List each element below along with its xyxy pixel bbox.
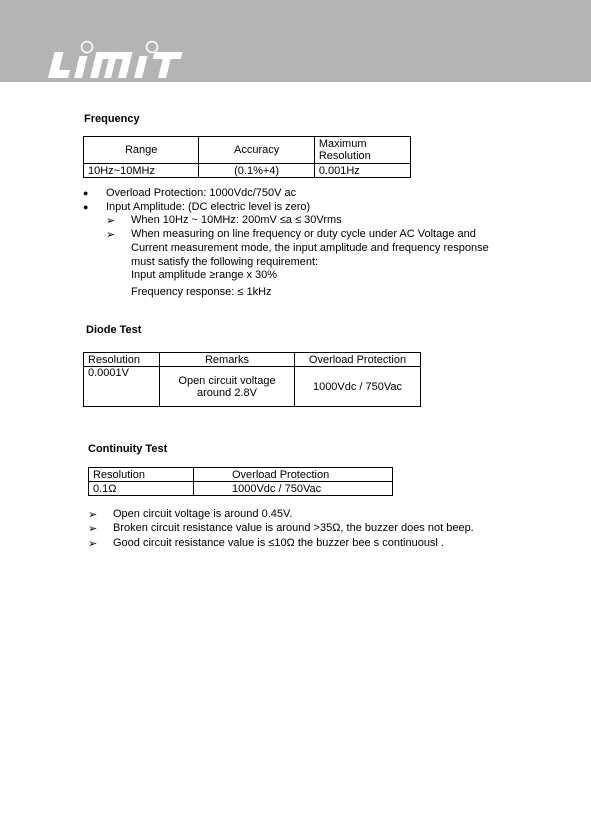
continuity-item-2: Good circuit resistance value is ≤10Ω the buzzer bee s continuousl . bbox=[113, 537, 444, 549]
diode-title: Diode Test bbox=[86, 324, 142, 336]
limit-logo bbox=[44, 38, 194, 82]
continuity-cell-overload: 1000Vdc / 750Vac bbox=[194, 482, 393, 496]
arrow-bullet-icon: ➢ bbox=[88, 509, 98, 521]
frequency-sub-5: Frequency response: ≤ 1kHz bbox=[131, 286, 272, 298]
diode-cell-remarks bbox=[160, 367, 295, 407]
bullet-icon: ● bbox=[83, 202, 89, 212]
arrow-bullet-icon: ➢ bbox=[106, 215, 116, 227]
frequency-header-range: Range bbox=[84, 137, 199, 164]
arrow-bullet-icon: ➢ bbox=[88, 538, 98, 550]
frequency-bullet-overload: Overload Protection: 1000Vdc/750V ac bbox=[106, 187, 297, 199]
diode-table bbox=[83, 352, 421, 407]
continuity-table bbox=[88, 467, 393, 496]
continuity-header-resolution: Resolution bbox=[89, 468, 194, 482]
diode-header-overload: Overload Protection bbox=[295, 353, 421, 367]
diode-remarks-line1: Open circuit voltage bbox=[178, 374, 276, 387]
frequency-header-max1: Maximum bbox=[318, 138, 367, 150]
continuity-title: Continuity Test bbox=[88, 443, 168, 455]
frequency-sub-1: When measuring on line frequency or duty cycle under AC Voltage and bbox=[131, 228, 476, 240]
frequency-sub-0: When 10Hz ~ 10MHz: 200mV ≤a ≤ 30Vrms bbox=[131, 214, 342, 226]
frequency-table bbox=[83, 136, 411, 178]
continuity-cell-resolution: 0.1Ω bbox=[89, 482, 194, 496]
frequency-sub-3: must satisfy the following requirement: bbox=[131, 256, 319, 268]
diode-cell-resolution: 0.0001V bbox=[84, 367, 160, 407]
frequency-header-accuracy: Accuracy bbox=[199, 137, 314, 164]
frequency-sub-2: Current measurement mode, the input amplitude and frequency response bbox=[131, 242, 489, 254]
frequency-title: Frequency bbox=[84, 113, 140, 125]
arrow-bullet-icon: ➢ bbox=[106, 229, 116, 241]
bullet-icon: ● bbox=[83, 188, 89, 198]
frequency-cell-accuracy: (0.1%+4) bbox=[199, 164, 314, 178]
frequency-cell-resolution: 0.001Hz bbox=[314, 164, 410, 178]
continuity-item-0: Open circuit voltage is around 0.45V. bbox=[113, 508, 293, 520]
continuity-item-1: Broken circuit resistance value is around >35Ω, the buzzer does not beep. bbox=[113, 522, 474, 534]
diode-header-resolution: Resolution bbox=[84, 353, 160, 367]
frequency-bullet-amplitude: Input Amplitude: (DC electric level is zero) bbox=[106, 201, 311, 213]
frequency-header-max-resolution bbox=[314, 137, 410, 164]
frequency-header-max2: Resolution bbox=[318, 150, 371, 162]
continuity-header-overload: Overload Protection bbox=[194, 468, 393, 482]
diode-remarks-line2: around 2.8V bbox=[197, 386, 257, 399]
arrow-bullet-icon: ➢ bbox=[88, 523, 98, 535]
diode-header-remarks: Remarks bbox=[160, 353, 295, 367]
frequency-sub-4: Input amplitude ≥range x 30% bbox=[131, 269, 278, 281]
page-header-band bbox=[0, 0, 591, 82]
frequency-cell-range: 10Hz~10MHz bbox=[84, 164, 199, 178]
diode-cell-overload: 1000Vdc / 750Vac bbox=[295, 367, 421, 407]
